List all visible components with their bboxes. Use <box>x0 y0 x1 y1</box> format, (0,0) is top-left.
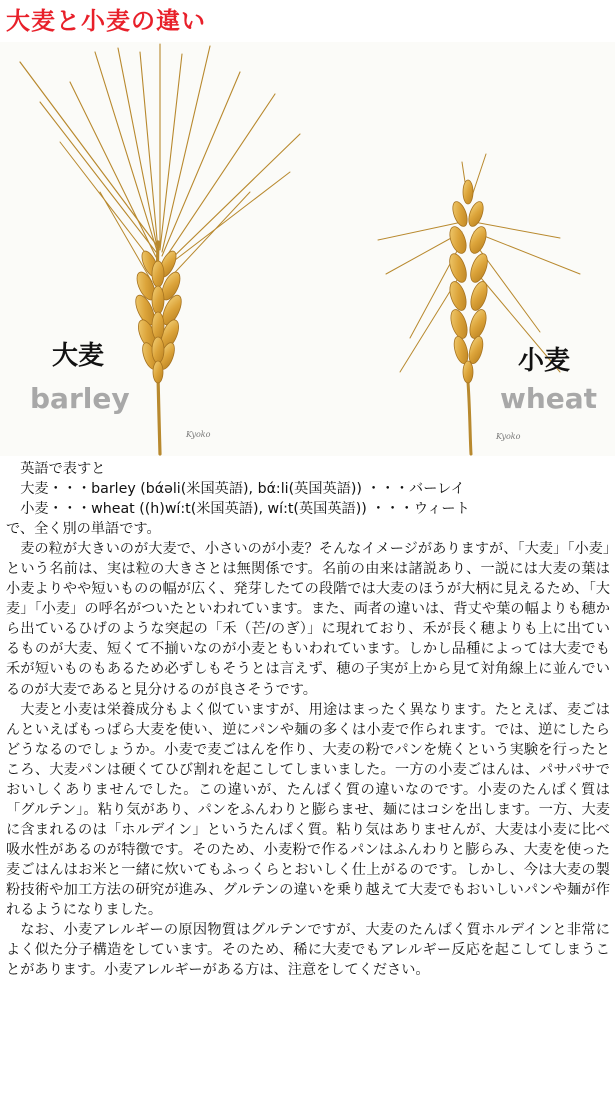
paragraph-naming: 麦の粒が大きいのが大麦で、小さいのが小麦？そんなイメージがありますが、「大麦」「小麦」という名前は、実は粒の大きさとは無関係です。名前の由来は諸説あり、一説には大麦の葉は小麦よりやや短いものの幅が広く、発芽したての段階では大麦のほうが大柄に見えるため、「大麦」「小麦」の呼名がついたといわれています。また、両者の違いは、背丈や葉の幅よりも穂から出ているひげのような突起の「禾（芒/のぎ）」に現れており、禾が長く穂よりも上に出ているものが大麦、短くて不揃いなのが小麦ともいわれています。しかし品種によっては大麦でも禾が短いものもあるため必ずしもそうとは言えず、穂の子実が上から見て対角線上に並んでいるのが大麦であると見分けるのが良さそうです。 <box>6 541 610 698</box>
barley-english-line: 大麦・・・barley (bάəli(米国英語), bά:li(英国英語)) ・・・バーレイ <box>20 481 465 498</box>
signature-left: Kyoko <box>186 430 211 439</box>
barley-jp-label: 大麦 <box>52 341 105 371</box>
page-title: 大麦と小麦の違い <box>6 7 206 35</box>
signature-right: Kyoko <box>496 432 521 441</box>
article-body <box>6 459 610 980</box>
barley-wheat-illustration <box>0 42 615 456</box>
wheat-english-line: 小麦・・・wheat ((h)wí:t(米国英語), wí:t(英国英語)) ・・・ウィート <box>20 501 470 518</box>
separate-words-line: で、全く別の単語です。 <box>6 521 161 538</box>
paragraph-usage: 大麦と小麦は栄養成分もよく似ていますが、用途はまったく異なります。たとえば、麦ごはんといえばもっぱら大麦を使い、逆にパンや麺の多くは小麦で作られます。では、逆にしたらどうなるのでしょうか。小麦で麦ごはんを作り、大麦の粉でパンを焼くという実験を行ったところ、大麦パンは硬くてひび割れを起こしてしまいました。一方の小麦ごはんは、パサパサでおいしくありませんでした。この違いが、たんぱく質の違いなのです。小麦のたんぱく質は「グルテン」。粘り気があり、パンをふんわりと膨らませ、麺にはコシを出します。一方、大麦に含まれるのは「ホルデイン」というたんぱく質。粘り気はありませんが、大麦は小麦に比べ吸水性があるのが特徴です。そのため、小麦粉で作るパンはふんわりと膨らみ、大麦を使った麦ごはんはお米と一緒に炊いてもふっくらとおいしく仕上がるのです。しかし、今は大麦の製粉技術や加工方法の研究が進み、グルテンの違いを乗り越えて大麦でもおいしいパンや麺が作れるようになりました。 <box>6 701 610 919</box>
wheat-jp-label: 小麦 <box>518 346 571 376</box>
paragraph-allergy: なお、小麦アレルギーの原因物質はグルテンですが、大麦のたんぱく質ホルデインと非常によく似た分子構造をしています。そのため、稀に大麦でもアレルギー反応を起こしてしまうことがあります。小麦アレルギーがある方は、注意をしてください。 <box>6 922 610 979</box>
english-intro: 英語で表すと <box>20 461 106 477</box>
barley-en-label: barley <box>30 382 130 415</box>
wheat-en-label: wheat <box>500 382 598 415</box>
